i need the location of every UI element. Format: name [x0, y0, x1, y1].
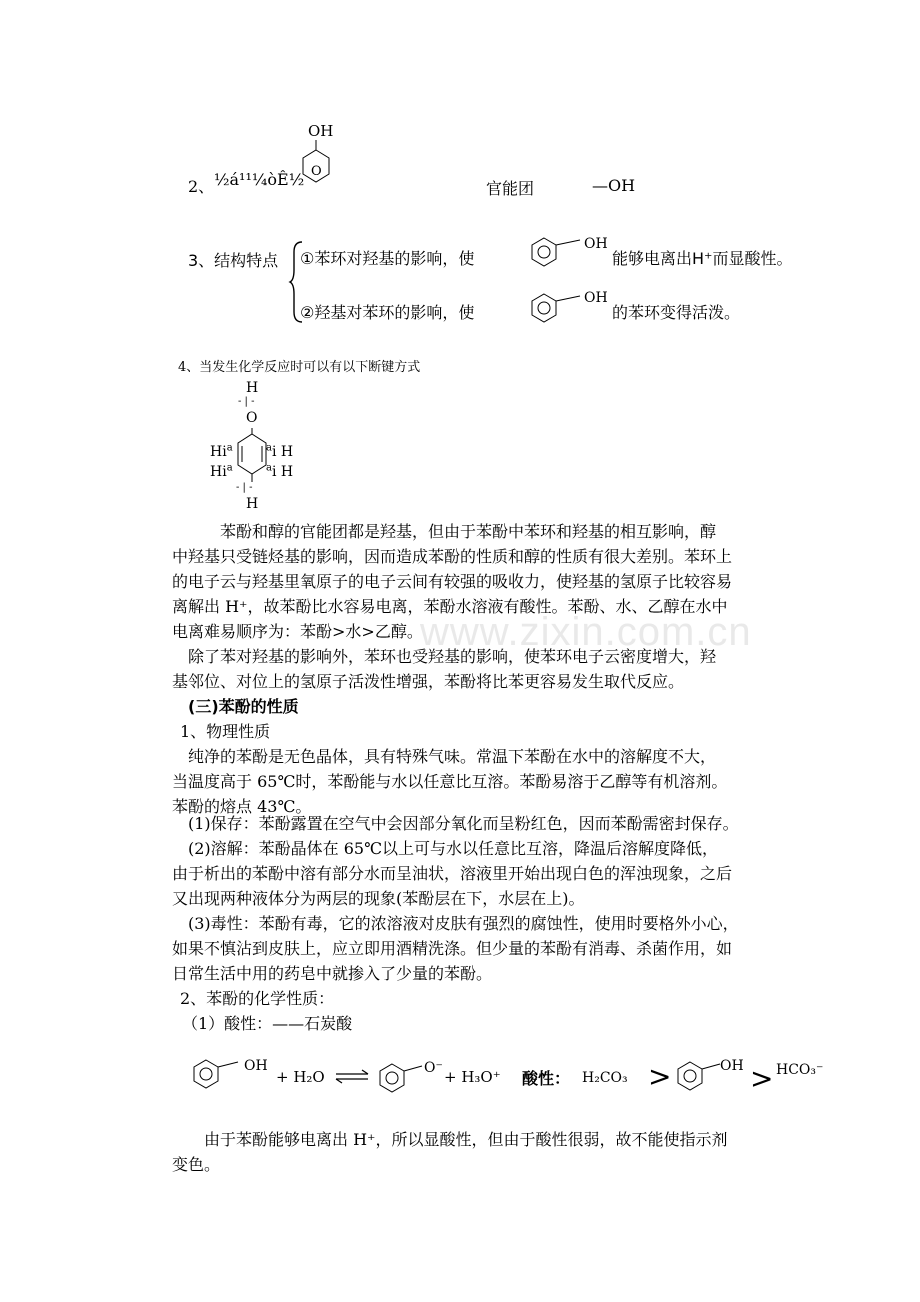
paragraph-7: 由于苯酚能够电离出 H⁺，所以显酸性，但由于酸性很弱，故不能使指示剂 变色。 [172, 1130, 728, 1174]
equilibrium-arrows-icon [334, 1070, 370, 1084]
equation-greater-1: > [648, 1060, 672, 1093]
item2-garbled-title: ½á¹¹¼òÊ½ [214, 170, 305, 189]
paragraph-3: 纯净的苯酚是无色晶体，具有特殊气味。常温下苯酚在水中的溶解度不大， 当温度高于 65℃时，苯酚能与水以任意比互溶。苯酚易溶于乙醇等有机溶剂。 苯酚的熔点 43℃。 [172, 747, 728, 816]
item2-fg-label: 官能团 [486, 179, 535, 198]
bond-diagram-o: O [246, 410, 258, 426]
item4-title: 4、当发生化学反应时可以有以下断键方式 [178, 360, 421, 375]
item2-ring-letter: O [311, 164, 322, 179]
item3-line2-oh: OH [584, 290, 608, 306]
section-3-heading: (三)苯酚的性质 [188, 697, 299, 716]
paragraph-toxicity: (3)毒性：苯酚有毒，它的浓溶液对皮肤有强烈的腐蚀性，使用时要格外小心， 如果不慎沾到皮肤上，应立即用酒精洗涤。但少量的苯酚有消毒、杀菌作用，如 日常生活中用的药皂中就掺入了少量的苯酚。 [172, 914, 739, 983]
equation-oh-1: OH [244, 1058, 268, 1074]
bond-diagram-dashes-bottom: - | - [236, 482, 253, 493]
paragraph-dissolution: (2)溶解：苯酚晶体在 65℃以上可与水以任意比互溶，降温后溶解度降低， 由于析出的苯酚中溶有部分水而呈油状，溶液里开始出现白色的浑浊现象，之后 又出现两种液体分为两层的现象(苯酚层在下，水层在上)。 [172, 839, 733, 908]
item3-line2-post: 的苯环变得活泼。 [612, 303, 741, 322]
equation-oh-2: OH [720, 1058, 744, 1074]
item2-fg-value: —OH [592, 176, 636, 195]
item2-oh-label: OH [308, 122, 334, 140]
paragraph-storage: (1)保存：苯酚露置在空气中会因部分氧化而呈粉红色，因而苯酚需密封保存。 [172, 814, 739, 833]
bond-diagram-right-h1: $^a$i H [266, 442, 294, 460]
bond-diagram-h-top: H [246, 380, 259, 396]
item3-label: 3、结构特点 [188, 251, 279, 270]
equation-acid-label: 酸性： [522, 1069, 571, 1088]
subheading-chemical: 2、苯酚的化学性质： [180, 989, 335, 1008]
equation-phenoxide-ring-icon [378, 1062, 430, 1102]
equation-plus-water: + H₂O [276, 1068, 325, 1086]
bond-diagram-h-bottom: H [246, 496, 259, 512]
equation-greater-2: > [750, 1062, 774, 1095]
item3-line1-oh: OH [584, 236, 608, 252]
paragraph-2: 除了苯对羟基的影响外，苯环也受羟基的影响，使苯环电子云密度增大，羟 基邻位、对位上的氢原子活泼性增强，苯酚将比苯更容易发生取代反应。 [172, 647, 717, 691]
item3-line2-pre: ②羟基对苯环的影响，使 [300, 303, 475, 322]
bond-diagram-dashes-top: - | - [238, 396, 255, 407]
subheading-physical: 1、物理性质 [180, 722, 271, 741]
item3-phenol-ring-icon-1 [530, 236, 582, 276]
watermark: www.zixin.com.cn [420, 610, 752, 654]
item3-phenol-ring-icon-2 [530, 292, 582, 332]
item3-line1-post: 能够电离出H⁺而显酸性。 [612, 249, 793, 268]
equation-o-minus: O⁻ [424, 1060, 443, 1076]
bond-diagram-right-h2: $^a$i H [266, 462, 294, 480]
equation-h2co3: H₂CO₃ [582, 1070, 628, 1086]
item2-number: 2、 [188, 177, 215, 196]
subheading-acidity: （1）酸性：——石炭酸 [182, 1014, 353, 1033]
equation-hco3: HCO₃⁻ [776, 1062, 824, 1078]
paragraph-1: 苯酚和醇的官能团都是羟基，但由于苯酚中苯环和羟基的相互影响，醇 中羟基只受链烃基的影响，因而造成苯酚的性质和醇的性质有很大差别。苯环上 的电子云与羟基里氧原子的电子云间有较强的吸收力，使羟基的氢原子比较容易 离解出 H⁺，故苯酚比水容易电离，苯酚水溶液有酸性。苯酚、水、乙醇在水中 电离难易顺序为：苯酚>水>乙醇。 [172, 522, 733, 641]
item3-line1-pre: ①苯环对羟基的影响，使 [300, 249, 475, 268]
equation-plus-hydronium: + H₃O⁺ [444, 1068, 501, 1086]
bond-diagram-left-h2: Hi$^a$ [210, 462, 233, 480]
bond-diagram-left-h1: Hi$^a$ [210, 442, 233, 460]
equation-phenol-ring-icon [192, 1058, 244, 1098]
